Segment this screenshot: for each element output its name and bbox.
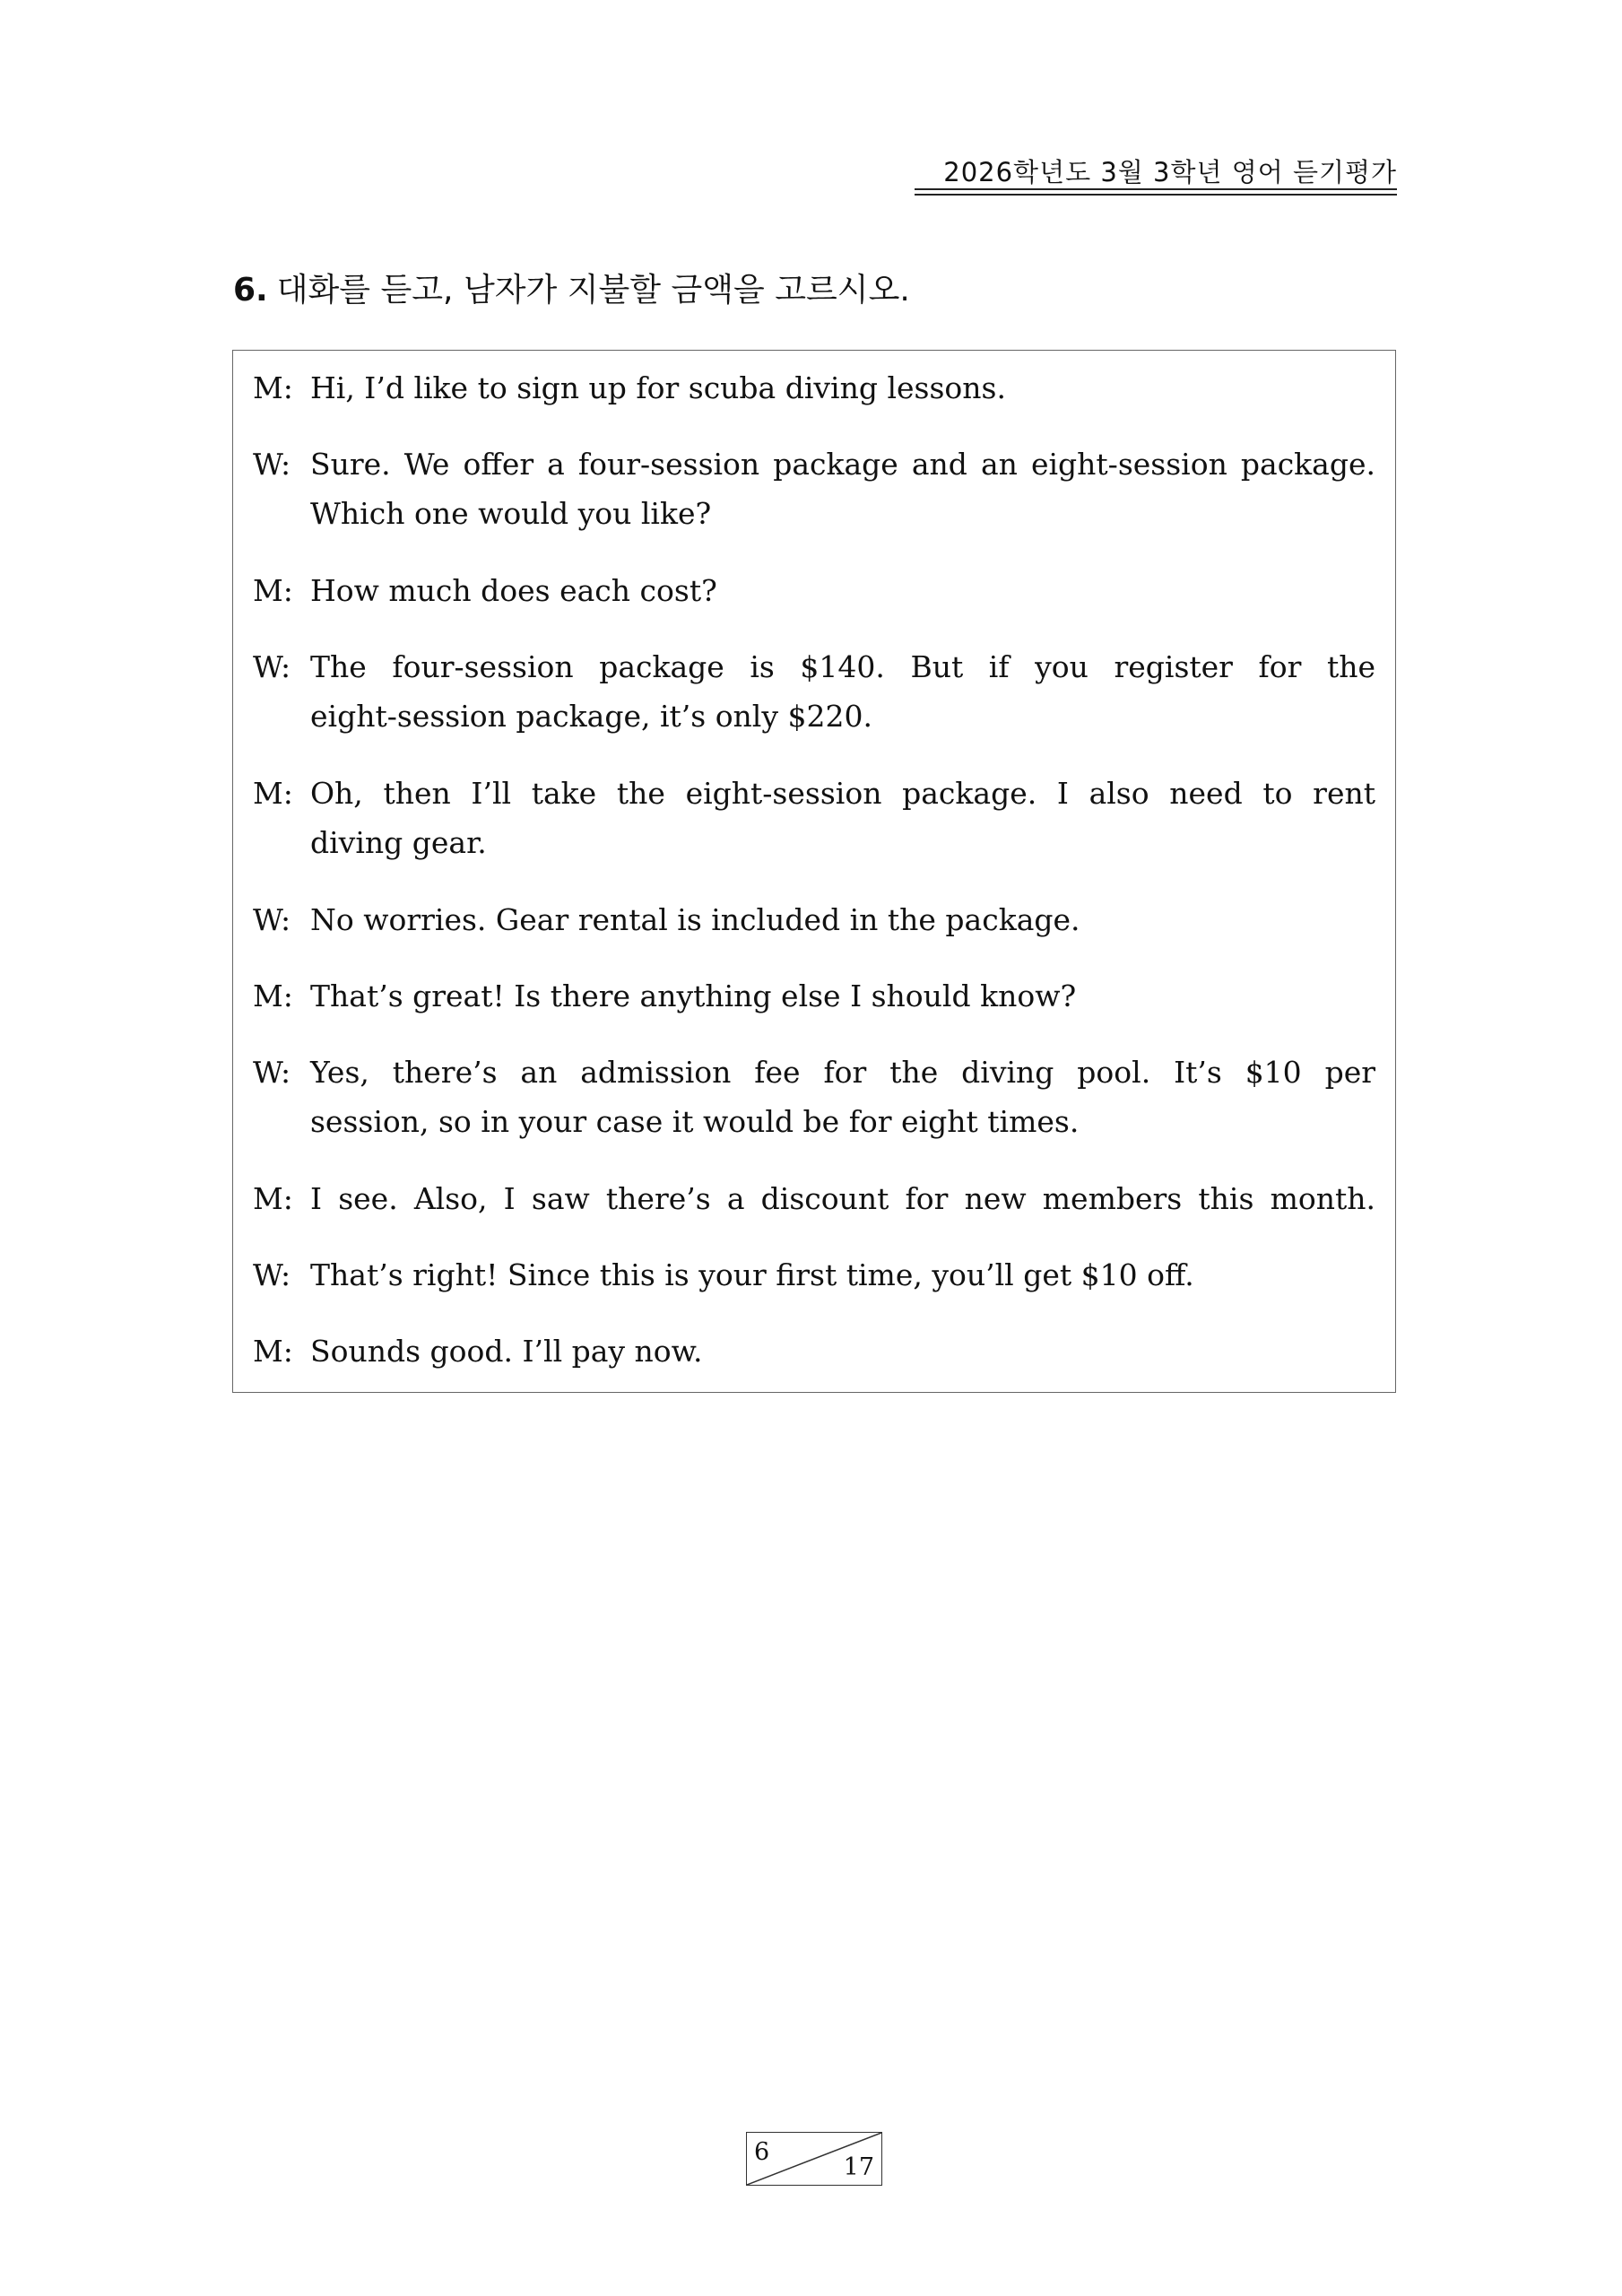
dialogue-text-line: The four-session package is $140. But if you register for the [310, 649, 1375, 684]
speaker-label: W: [253, 649, 291, 684]
dialogue-text-line: Which one would you like? [310, 496, 712, 531]
dialogue-text [310, 971, 1375, 1021]
dialogue-text-line: That’s right! Since this is your first time, you’ll get $10 off. [310, 1257, 1194, 1292]
header-rule-top [915, 188, 1397, 190]
speaker-label: W: [253, 1257, 291, 1292]
dialogue-text-line: That’s great! Is there anything else I should know? [310, 978, 1077, 1013]
dialogue-text-line: diving gear. [310, 825, 487, 860]
dialogue-text [310, 363, 1375, 413]
dialogue-text [310, 769, 1375, 867]
dialogue-text-line: Hi, I’d like to sign up for scuba diving lessons. [310, 370, 1006, 405]
dialogue-text [310, 1326, 1375, 1376]
listening-script-box [232, 350, 1396, 1393]
speaker-label: M: [253, 978, 293, 1013]
dialogue-text-line: How much does each cost? [310, 573, 717, 608]
question-prompt: 대화를 듣고, 남자가 지불할 금액을 고르시오. [276, 272, 910, 309]
speaker-label: W: [253, 1055, 291, 1090]
dialogue-text [310, 1250, 1375, 1300]
dialogue-text-line: Oh, then I’ll take the eight-session package. I also need to rent [310, 776, 1375, 811]
dialogue-text-line: session, so in your case it would be for eight times. [310, 1104, 1080, 1139]
speaker-label: M: [253, 1334, 293, 1369]
speaker-label: M: [253, 370, 293, 405]
question-number: 6. [233, 272, 268, 309]
question-heading [233, 265, 910, 310]
total-pages-number: 17 [843, 2153, 874, 2181]
dialogue-text [310, 1048, 1375, 1146]
speaker-label: W: [253, 902, 291, 937]
dialogue-text [310, 895, 1375, 944]
dialogue-text-line: Yes, there’s an admission fee for the diving pool. It’s $10 per [310, 1055, 1375, 1090]
dialogue-text-line: Sure. We offer a four-session package and an eight-session package. [310, 447, 1375, 482]
dialogue-text [310, 566, 1375, 615]
dialogue-text [310, 642, 1375, 741]
current-page-number: 6 [754, 2138, 770, 2166]
dialogue-text-line: No worries. Gear rental is included in the package. [310, 902, 1080, 937]
header-rule-bottom [915, 194, 1397, 196]
speaker-label: M: [253, 1181, 293, 1216]
dialogue-text-line: I see. Also, I saw there’s a discount for new members this month. [310, 1181, 1375, 1216]
dialogue-text-line: Sounds good. I’ll pay now. [310, 1334, 703, 1369]
speaker-label: M: [253, 573, 293, 608]
dialogue-text-line: eight-session package, it’s only $220. [310, 699, 872, 734]
speaker-label: M: [253, 776, 293, 811]
page-number-box [746, 2132, 882, 2186]
dialogue-text [310, 1174, 1375, 1223]
speaker-label: W: [253, 447, 291, 482]
dialogue-text [310, 439, 1375, 538]
exam-header-title: 2026학년도 3월 3학년 영어 듣기평가 [943, 157, 1397, 187]
